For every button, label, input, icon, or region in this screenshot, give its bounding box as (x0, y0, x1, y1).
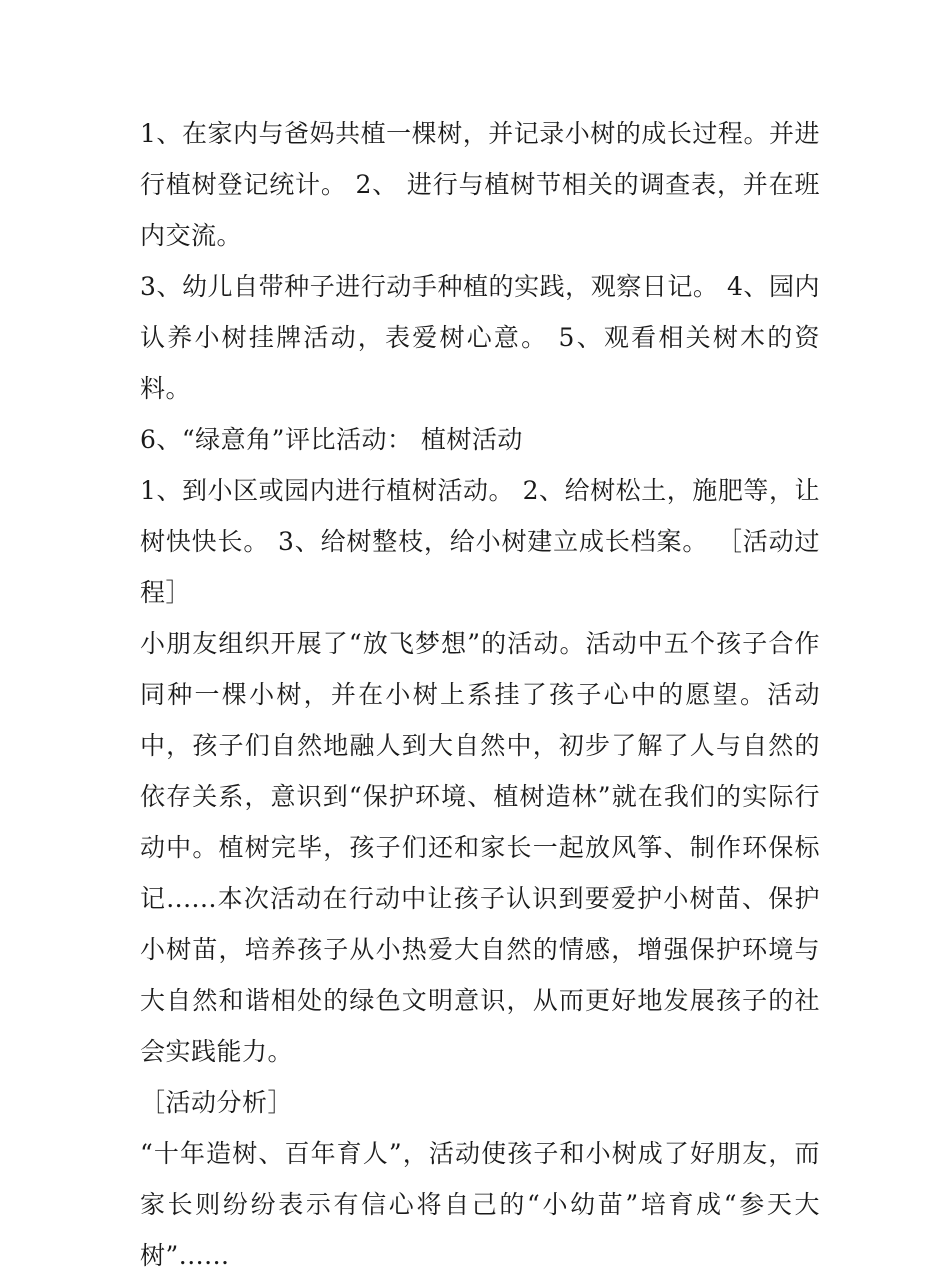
heading-activity-analysis: ［活动分析］ (140, 1088, 294, 1117)
paragraph-seed-planting: 3、幼儿自带种子进行动手种植的实践，观察日记。 4、园内认养小树挂牌活动，表爱树心意。 5、观看相关树木的资料。 (140, 272, 820, 403)
paragraph-home-planting: 1、在家内与爸妈共植一棵树，并记录小树的成长过程。并进行植树登记统计。 2、 进行与植树节相关的调查表，并在班内交流。 (140, 119, 820, 250)
paragraph-tree-planting-steps: 1、到小区或园内进行植树活动。 2、给树松土，施肥等，让树快快长。 3、给树整枝，给小树建立成长档案。 ［活动过程］ (140, 476, 820, 607)
paragraph-green-corner: 6、“绿意角”评比活动： 植树活动 (140, 425, 523, 454)
paragraph-activity-process: 小朋友组织开展了“放飞梦想”的活动。活动中五个孩子合作同种一棵小树，并在小树上系挂了孩子心中的愿望。活动中，孩子们自然地融人到大自然中，初步了解了人与自然的依存关系，意识到“保护环境、植树造林”就在我们的实际行动中。植树完毕，孩子们还和家长一起放风筝、制作环保标记......本次活动在行动中让孩子认识到要爱护小树苗、保护小树苗，培养孩子从小热爱大自然的情感，增强保护环境与大自然和谐相处的绿色文明意识，从而更好地发展孩子的社会实践能力。 (140, 629, 820, 1066)
paragraph-activity-analysis: “十年造树、百年育人”，活动使孩子和小树成了好朋友，而家长则纷纷表示有信心将自己的“小幼苗”培育成“参天大树”...... (140, 1139, 820, 1270)
document-body (140, 108, 820, 1281)
